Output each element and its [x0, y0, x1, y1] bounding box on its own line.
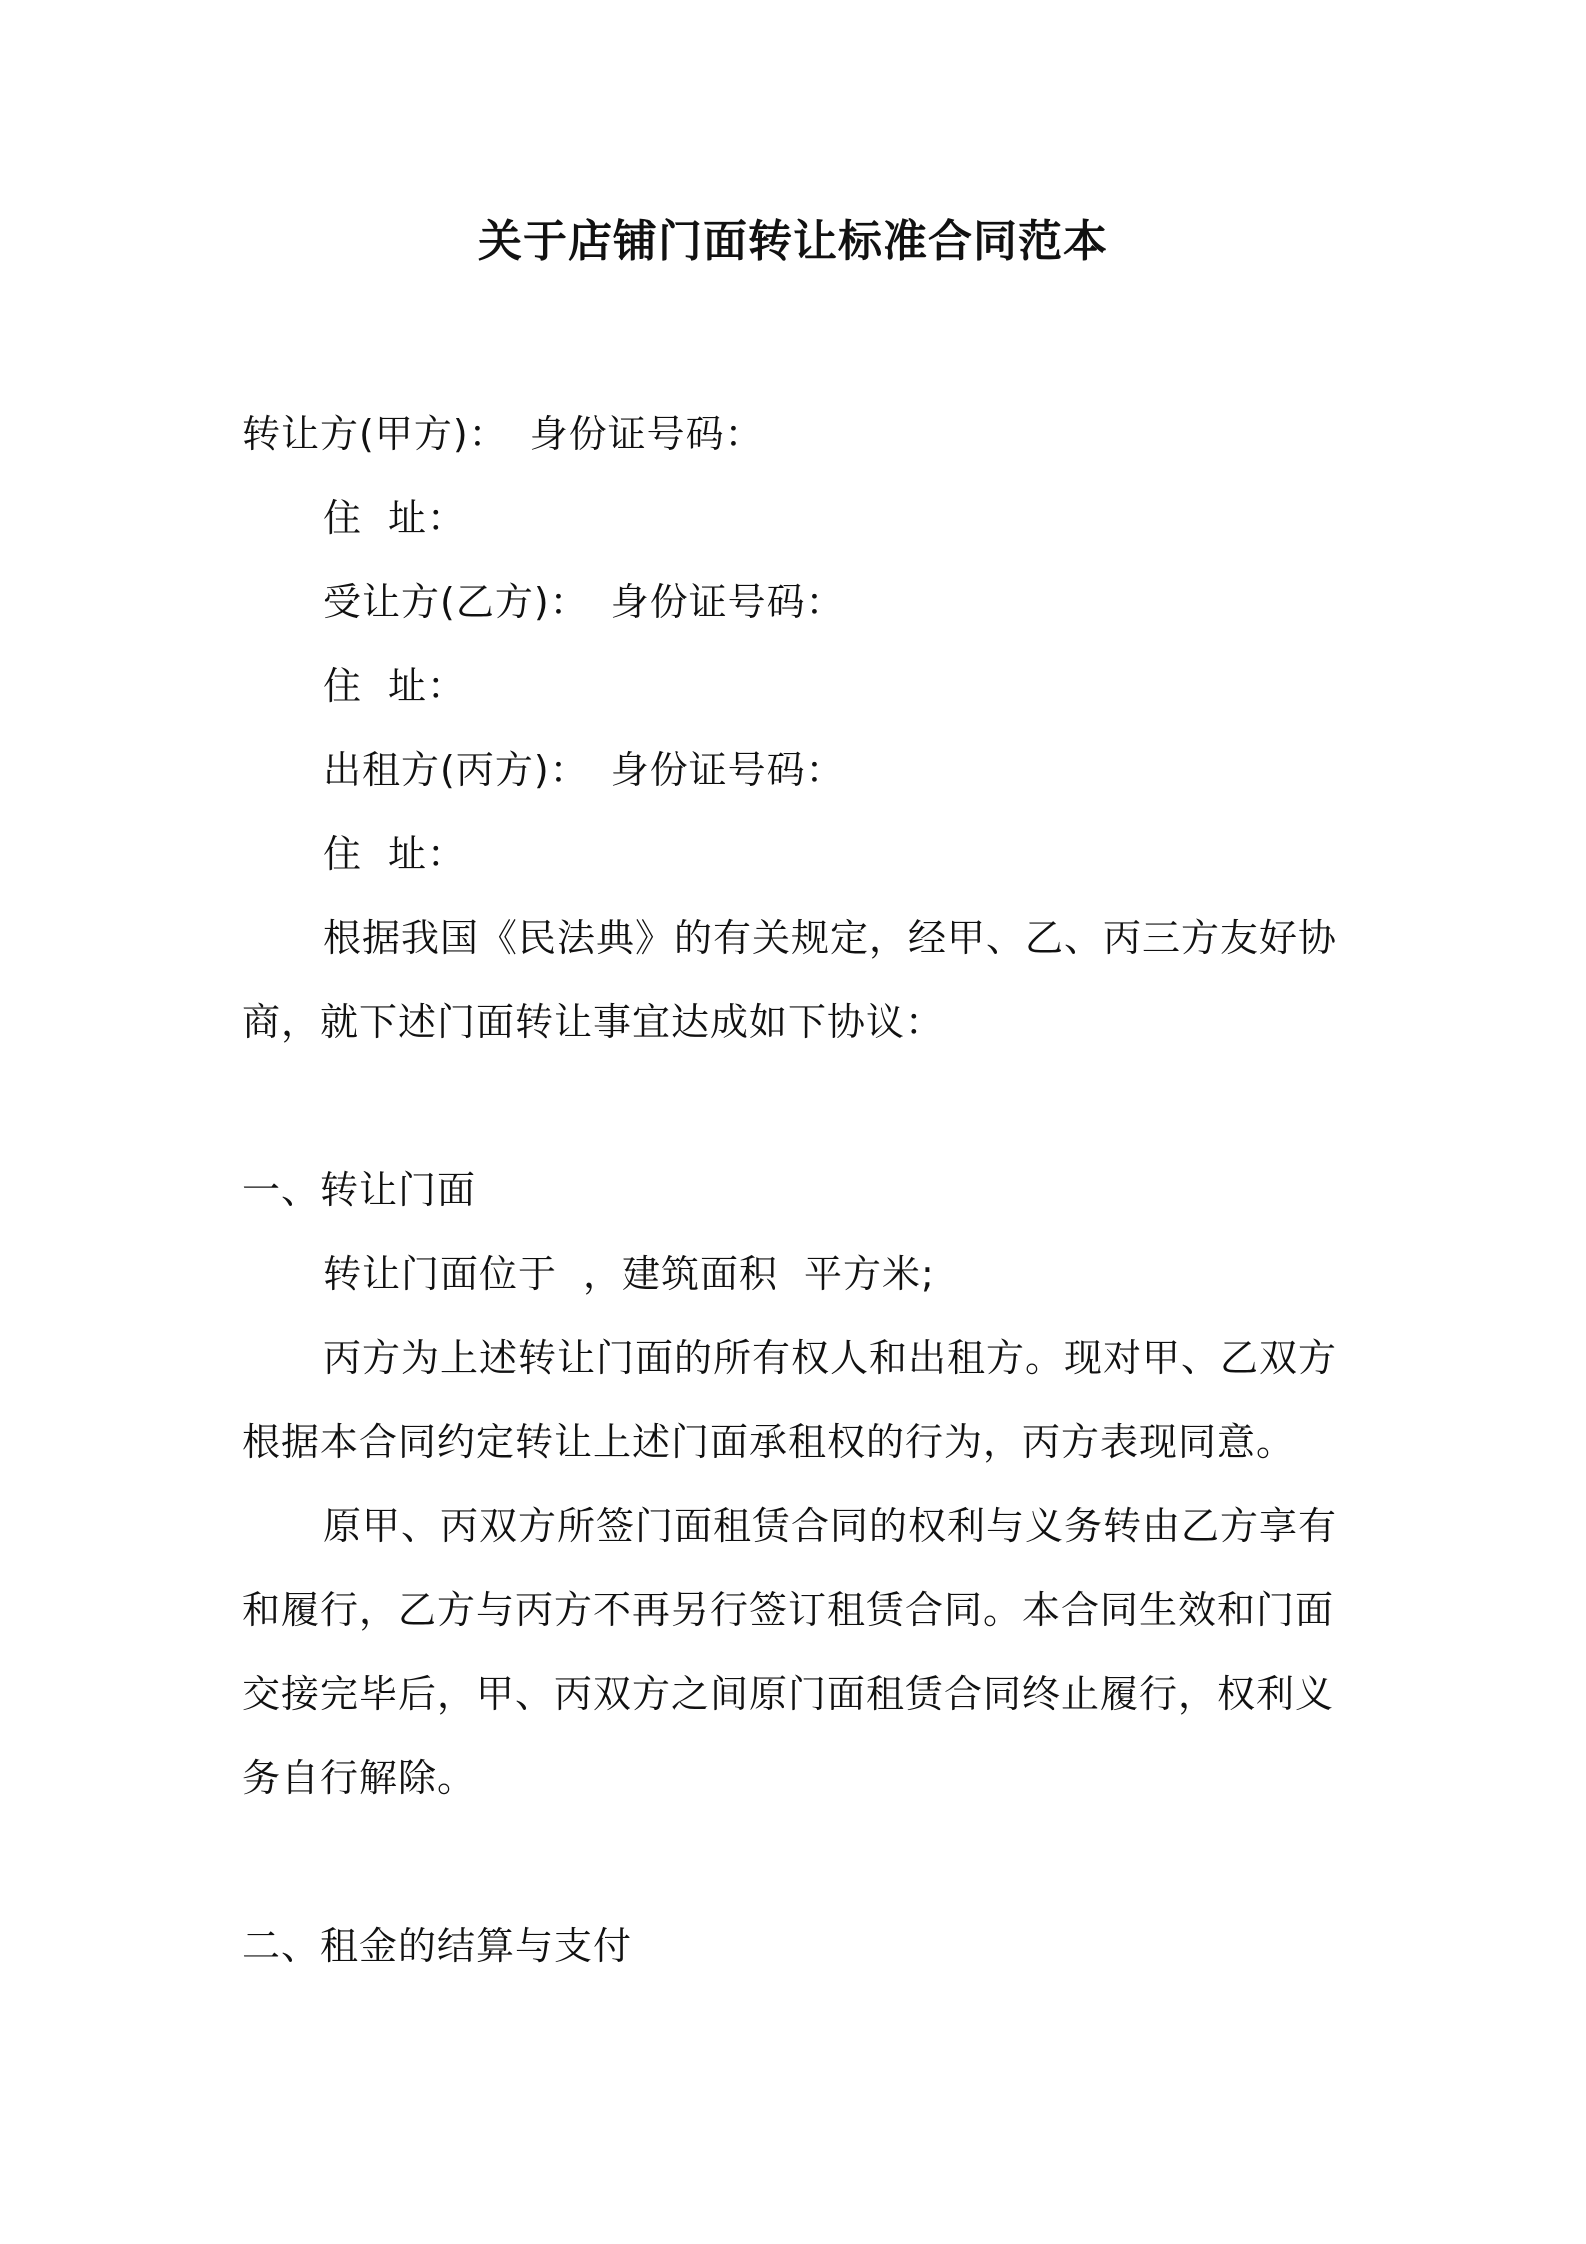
lessor-label: 出租方(丙方)：	[323, 748, 589, 792]
transferor-id-label: 身份证号码：	[529, 412, 764, 456]
section-2-heading: 二、租金的结算与支付	[242, 1924, 633, 1968]
page-title: 关于店铺门面转让标准合同范本	[478, 216, 1108, 267]
transferee-label: 受让方(乙方)：	[323, 580, 589, 624]
section-1-paragraph-3-line-2: 和履行，乙方与丙方不再另行签订租赁合同。本合同生效和门面	[242, 1588, 1335, 1632]
preamble-line-1: 根据我国《民法典》的有关规定，经甲、乙、丙三方友好协	[323, 916, 1338, 960]
section-1-heading: 一、转让门面	[242, 1168, 477, 1212]
section-1-paragraph-2-line-1: 丙方为上述转让门面的所有权人和出租方。现对甲、乙双方	[323, 1336, 1338, 1380]
lessor-address-row	[323, 828, 466, 880]
preamble-line-2: 商，就下述门面转让事宜达成如下协议：	[242, 1000, 945, 1044]
transferee-row	[323, 576, 845, 628]
address-label-char1: 住	[323, 832, 363, 876]
section-1-paragraph-3-line-4: 务自行解除。	[242, 1756, 477, 1800]
transferor-row	[242, 408, 764, 460]
address-label-char1: 住	[323, 496, 363, 540]
lessor-id-label: 身份证号码：	[610, 748, 845, 792]
lessor-row	[323, 744, 845, 796]
area-unit: 平方米;	[804, 1252, 935, 1296]
address-label-char2: 址：	[388, 832, 467, 876]
address-label-char1: 住	[323, 664, 363, 708]
address-label-char2: 址：	[388, 664, 467, 708]
section-1-paragraph-2-line-2: 根据本合同约定转让上述门面承租权的行为，丙方表现同意。	[242, 1420, 1296, 1464]
address-label-char2: 址：	[388, 496, 467, 540]
location-label: 转让门面位于	[323, 1252, 558, 1296]
section-1-paragraph-3-line-3: 交接完毕后，甲、丙双方之间原门面租赁合同终止履行，权利义	[242, 1672, 1335, 1716]
area-label: ，建筑面积	[583, 1252, 779, 1296]
section-1-paragraph-1	[323, 1248, 935, 1300]
transferee-id-label: 身份证号码：	[610, 580, 845, 624]
transferee-address-row	[323, 660, 466, 712]
transferor-label: 转让方(甲方)：	[242, 412, 508, 456]
transferor-address-row	[323, 492, 466, 544]
section-1-paragraph-3-line-1: 原甲、丙双方所签门面租赁合同的权利与义务转由乙方享有	[323, 1504, 1338, 1548]
